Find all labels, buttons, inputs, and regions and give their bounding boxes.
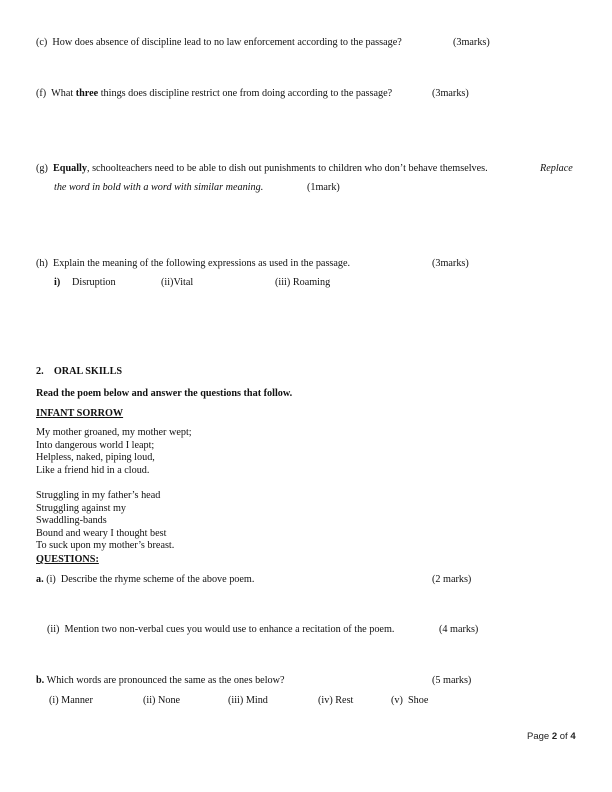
- question-f-marks: (3marks): [432, 88, 469, 99]
- question-h-item-2: (ii)Vital: [161, 277, 194, 288]
- question-a-i: [36, 574, 254, 585]
- question-b-word-5: (v) Shoe: [391, 695, 429, 706]
- question-h-label: (h): [36, 258, 48, 269]
- question-f-text-post: things does discipline restrict one from doing according to the passage?: [98, 88, 393, 99]
- question-a-ii-marks: (4 marks): [439, 624, 479, 635]
- question-g-marks: (1mark): [307, 182, 340, 193]
- questions-heading: QUESTIONS:: [36, 554, 99, 565]
- poem-line: Bound and weary I thought best: [36, 527, 167, 539]
- question-h-item-1-num: i): [54, 277, 61, 288]
- question-b-word-2: (ii) None: [143, 695, 181, 706]
- question-h-item-1: Disruption: [72, 277, 116, 288]
- question-a-ii: [47, 624, 394, 635]
- current-page: 2: [551, 731, 558, 742]
- page-number-mid: of: [557, 731, 571, 742]
- poem-stanza-1: [36, 427, 192, 477]
- question-h-marks: (3marks): [432, 258, 469, 269]
- poem-line: Struggling in my father’s head: [36, 490, 161, 501]
- question-c-label: (c): [36, 37, 48, 48]
- poem-line: Into dangerous world I leapt;: [36, 439, 155, 451]
- question-g: [36, 163, 488, 174]
- question-f-label: (f): [36, 88, 47, 99]
- section-heading: [36, 366, 122, 377]
- question-a-ii-label: (ii): [47, 624, 60, 635]
- poem-line: Swaddling-bands: [36, 515, 107, 527]
- question-g-text: , schoolteachers need to be able to dish out punishments to children who don’t behave themselves.: [86, 163, 488, 174]
- question-a-ii-text: Mention two non-verbal cues you would use to enhance a recitation of the poem.: [64, 624, 395, 635]
- total-pages: 4: [570, 731, 576, 742]
- question-f-text-pre: What: [51, 88, 76, 99]
- question-b-word-4: (iv) Rest: [318, 695, 354, 706]
- poem-instruction: Read the poem below and answer the questions that follow.: [36, 388, 293, 399]
- page-number: [527, 731, 576, 742]
- question-f-bold: three: [75, 88, 99, 99]
- question-b: [36, 675, 285, 686]
- question-h-item-3: (iii) Roaming: [275, 277, 331, 288]
- question-g-label: (g): [36, 163, 48, 174]
- poem-line: To suck upon my mother’s breast.: [36, 540, 175, 552]
- question-a-i-label: (i): [46, 574, 56, 585]
- section-number: 2.: [36, 366, 44, 377]
- section-title: ORAL SKILLS: [53, 366, 123, 377]
- question-a-i-marks: (2 marks): [432, 574, 472, 585]
- question-b-word-1: (i) Manner: [49, 695, 93, 706]
- question-b-text: Which words are pronounced the same as the ones below?: [46, 675, 285, 686]
- page-number-prefix: Page: [527, 731, 552, 742]
- question-g-instruction-2: the word in bold with a word with similar meaning.: [54, 182, 264, 193]
- question-h-text: Explain the meaning of the following expressions as used in the passage.: [52, 258, 351, 269]
- poem-line: Like a friend hid in a cloud.: [36, 464, 150, 476]
- question-b-marks: (5 marks): [432, 675, 472, 686]
- question-g-bold-word: Equally: [52, 163, 87, 174]
- question-c: [36, 37, 402, 48]
- poem-line: Helpless, naked, piping loud,: [36, 452, 155, 464]
- question-c-marks: (3marks): [453, 37, 490, 48]
- question-a-label: a.: [36, 574, 44, 585]
- question-g-instruction-1: Replace: [540, 163, 573, 174]
- question-f: [36, 88, 392, 99]
- question-h: [36, 258, 350, 269]
- poem-line: Struggling against my: [36, 502, 126, 514]
- question-c-text: How does absence of discipline lead to no law enforcement according to the passage?: [52, 37, 402, 48]
- poem-line: My mother groaned, my mother wept;: [36, 427, 192, 438]
- question-a-i-text: Describe the rhyme scheme of the above poem.: [60, 574, 255, 585]
- question-b-label: b.: [36, 675, 45, 686]
- poem-title: INFANT SORROW: [36, 408, 124, 419]
- question-b-word-3: (iii) Mind: [228, 695, 268, 706]
- poem-stanza-2: [36, 490, 174, 553]
